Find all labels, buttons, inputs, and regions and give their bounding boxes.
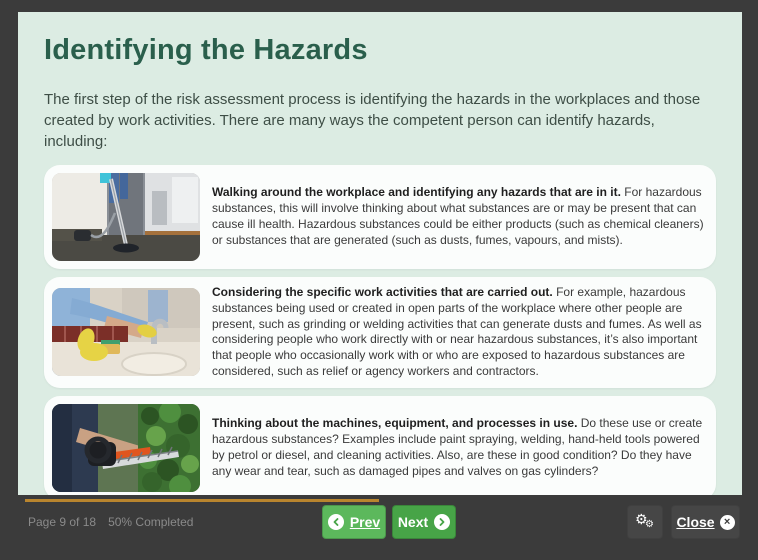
card-image-cleaning-sink [52, 288, 200, 376]
prev-button-label: Prev [349, 514, 381, 530]
card-lead: Walking around the workplace and identifying any hazards that are in it. [212, 185, 621, 200]
hazard-card-work-activities [44, 277, 716, 388]
chevron-right-circle-icon [434, 514, 450, 530]
card-image-vacuuming [52, 173, 200, 261]
card-lead: Considering the specific work activities that are carried out. [212, 285, 553, 299]
progress-percent-label: 50% Completed [108, 515, 194, 529]
settings-button[interactable] [627, 505, 663, 539]
hazard-card-walking-around [44, 165, 716, 269]
progress-bar-fill [25, 499, 379, 502]
cogs-icon: ⚙ ⚙ [635, 512, 654, 530]
page-title: Identifying the Hazards [44, 34, 368, 66]
close-button[interactable] [671, 505, 740, 539]
close-button-label: Close [676, 514, 715, 530]
x-circle-icon: × [720, 515, 735, 530]
card-body: For example, hazardous substances being used or created in open parts of the workplace where other people are present, such as grinding or welding activities that can generate dusts and fumes. As well as considering people who work directly with or near hazardous substances, it’s also important that people who occasionally work with or who are exposed to hazardous substances are considered, such as relief or agency workers and contractors. [212, 285, 702, 379]
card-text [212, 416, 704, 479]
card-text [212, 285, 704, 380]
page-count-label: Page 9 of 18 [28, 515, 97, 529]
next-button-label: Next [397, 514, 429, 530]
chevron-left-circle-icon [328, 514, 344, 530]
footer-status [28, 515, 193, 529]
progress-bar [25, 499, 733, 502]
card-lead: Thinking about the machines, equipment, and processes in use. [212, 416, 578, 431]
card-image-hedge-trimmer [52, 404, 200, 492]
slide [18, 12, 742, 495]
card-body: For hazardous substances, this will involve thinking about what substances are or may be present that can cause ill health. Hazardous substances could be either products (such as chemical cleaners) or substances that are generated (such as dusts, fumes, vapours, and mists). [212, 185, 704, 247]
card-body: Do these use or create hazardous substances? Examples include paint spraying, welding, hand-held tools powered by petrol or diesel, and cleaning activities. Also, are these in good condition? Do they have any wear and tear, such as damaged pipes and valves on gas cylinders? [212, 416, 703, 478]
card-text [212, 185, 704, 248]
next-button[interactable] [392, 505, 456, 539]
intro-text: The first step of the risk assessment process is identifying the hazards in the workplaces and those created by work activities. There are many ways the competent person can identify hazards, including: [44, 91, 701, 150]
prev-button[interactable] [322, 505, 386, 539]
hazard-card-machines-equipment [44, 396, 716, 495]
